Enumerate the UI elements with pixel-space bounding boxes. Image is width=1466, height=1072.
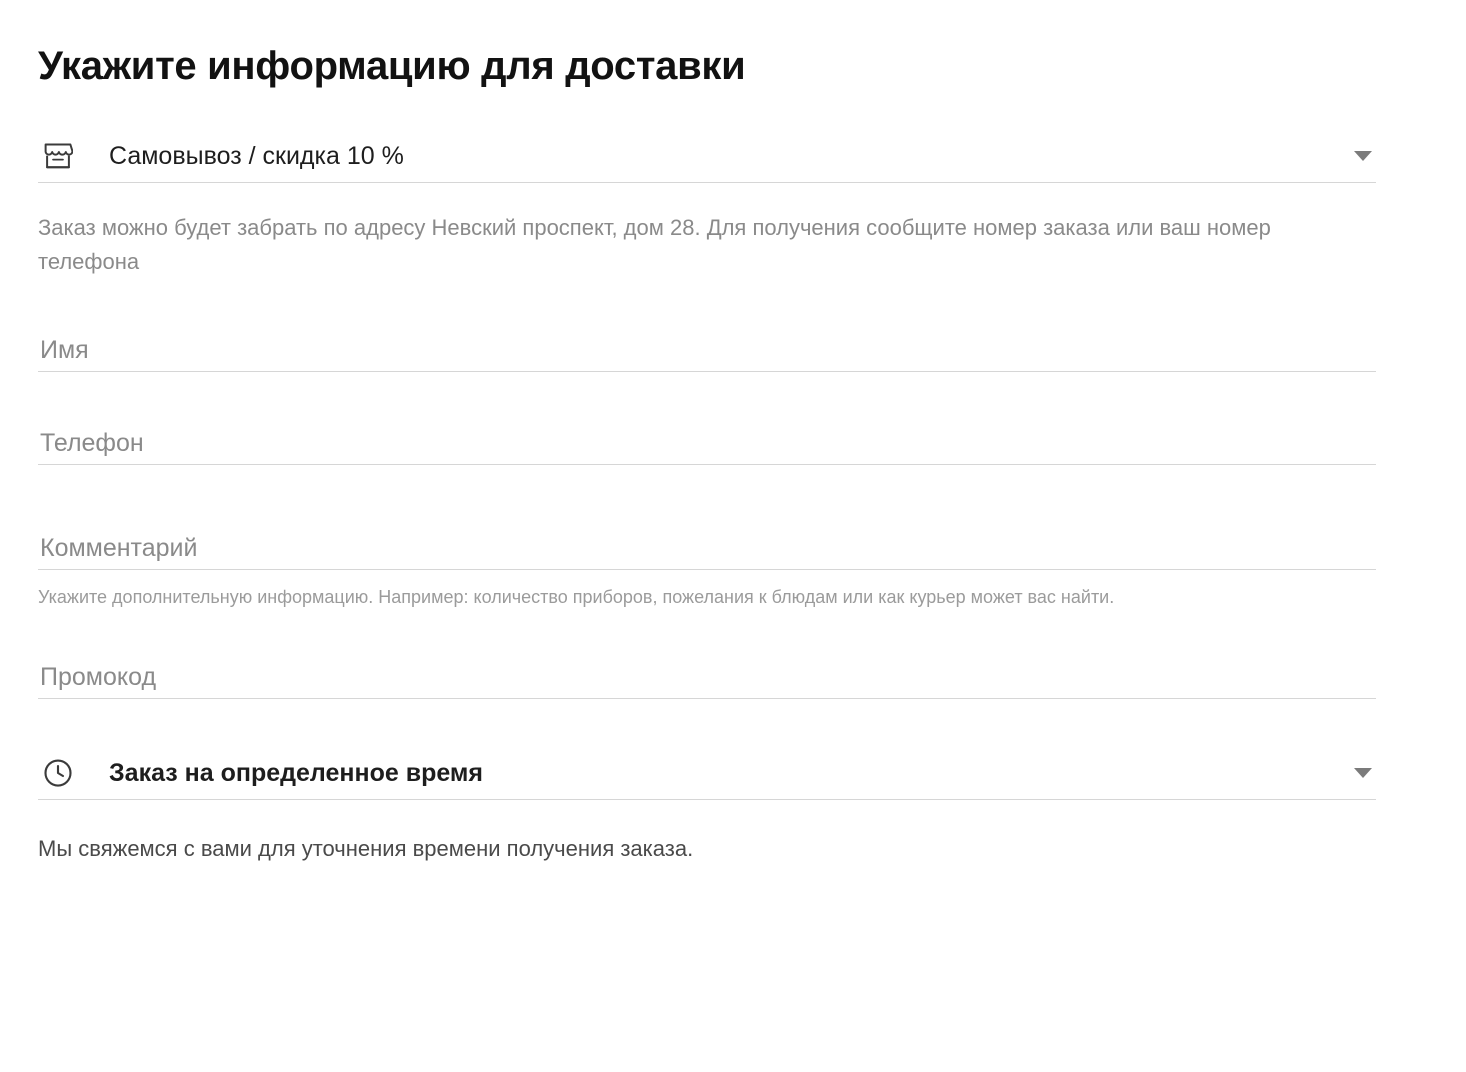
comment-field[interactable] — [38, 523, 1376, 570]
delivery-method-value: Самовывоз / скидка 10 % — [109, 142, 404, 170]
name-field[interactable] — [38, 325, 1376, 372]
delivery-method-helper: Заказ можно будет забрать по адресу Невский проспект, дом 28. Для получения сообщите номер заказа или ваш номер телефона — [38, 215, 1271, 274]
comment-input[interactable] — [38, 533, 1376, 569]
order-time-select[interactable] — [38, 747, 1376, 800]
promo-field[interactable] — [38, 652, 1376, 699]
promo-input[interactable] — [38, 662, 1376, 698]
comment-hint: Укажите дополнительную информацию. Например: количество приборов, пожелания к блюдам или как курьер может вас найти. — [38, 587, 1115, 607]
chevron-down-icon[interactable] — [1354, 151, 1372, 161]
name-input[interactable] — [38, 335, 1376, 371]
order-time-value: Заказ на определенное время — [109, 759, 483, 787]
chevron-down-icon[interactable] — [1354, 768, 1372, 778]
shop-icon — [43, 141, 79, 171]
page-title: Укажите информацию для доставки — [38, 44, 746, 88]
delivery-method-select[interactable] — [38, 130, 1376, 183]
order-time-note: Мы свяжемся с вами для уточнения времени получения заказа. — [38, 836, 694, 861]
phone-field[interactable] — [38, 418, 1376, 465]
phone-input[interactable] — [38, 428, 1376, 464]
clock-icon — [43, 758, 79, 788]
